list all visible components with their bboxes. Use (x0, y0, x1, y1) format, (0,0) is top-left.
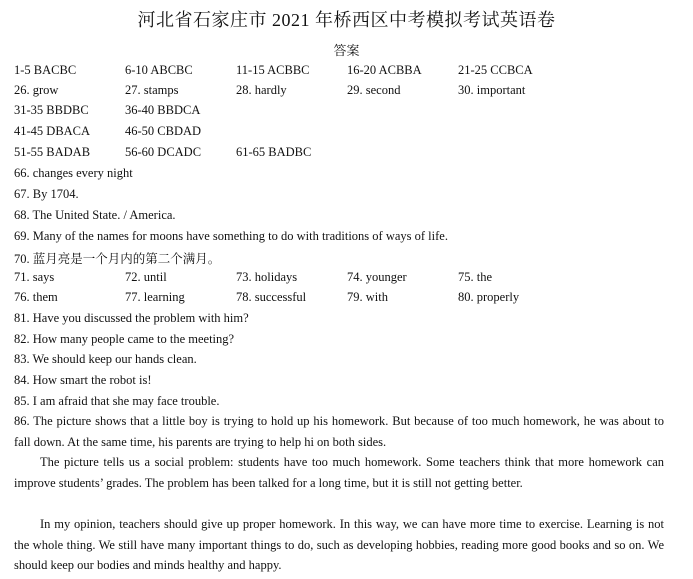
answer-cell: 28. hardly (236, 83, 287, 97)
answer-cell: 41-45 DBACA (14, 124, 91, 138)
answer-cell: 46-50 CBDAD (125, 124, 202, 138)
answer-cell: 27. stamps (125, 83, 179, 97)
answer-cell: 21-25 CCBCA (458, 63, 533, 77)
answer-cell: 29. second (347, 83, 401, 97)
answer-cell: 76. them (14, 290, 58, 304)
answer-cell: 73. holidays (236, 270, 298, 284)
answer-cell: 78. successful (236, 290, 307, 304)
answer-cell: 74. younger (347, 270, 407, 284)
answer-cell: 6-10 ABCBC (125, 63, 193, 77)
essay-paragraph-1: 86. The picture shows that a little boy is trying to hold up his homework. But because of too much homework, he was about to fall down. At the same time, his parents are trying to help hi on both sides. (14, 414, 664, 449)
answer-line: 66. changes every night (14, 166, 133, 180)
answer-line: 68. The United State. / America. (14, 208, 176, 222)
answer-cell: 77. learning (125, 290, 185, 304)
answer-cell: 51-55 BADAB (14, 145, 91, 159)
answer-cell: 71. says (14, 270, 55, 284)
essay-paragraph-2: The picture tells us a social problem: students have too much homework. Some teachers think that more homework can improve students’ grades. The problem has been talked for a long time, but it is still not getting better. (14, 455, 664, 490)
answer-line: 81. Have you discussed the problem with him? (14, 311, 249, 325)
answer-cell: 26. grow (14, 83, 59, 97)
answer-cell: 16-20 ACBBA (347, 63, 422, 77)
answer-cell: 79. with (347, 290, 388, 304)
answer-cell: 72. until (125, 270, 167, 284)
answer-cell: 1-5 BACBC (14, 63, 77, 77)
answer-line: 85. I am afraid that she may face trouble. (14, 394, 220, 408)
answer-line: 70. 蓝月亮是一个月内的第二个满月。 (14, 252, 221, 266)
answer-cell: 80. properly (458, 290, 520, 304)
answer-cell: 75. the (458, 270, 493, 284)
document-title: 河北省石家庄市 2021 年桥西区中考模拟考试英语卷 (137, 10, 556, 30)
answer-line: 84. How smart the robot is! (14, 373, 152, 387)
document-subtitle: 答案 (333, 43, 360, 58)
essay-paragraph-3: In my opinion, teachers should give up proper homework. In this way, we can have more time to exercise. Learning is not the whole thing. We still have many important things to do, such as developing hobbies, reading more good books and so on. We should keep our bodies and minds healthy and happy. (14, 517, 664, 572)
answer-cell: 31-35 BBDBC (14, 103, 89, 117)
answer-line: 69. Many of the names for moons have something to do with traditions of ways of life. (14, 229, 448, 243)
answer-cell: 36-40 BBDCA (125, 103, 201, 117)
answer-cell: 30. important (458, 83, 526, 97)
answer-line: 67. By 1704. (14, 187, 79, 201)
answer-cell: 11-15 ACBBC (236, 63, 310, 77)
answer-line: 82. How many people came to the meeting? (14, 332, 235, 346)
answer-cell: 56-60 DCADC (125, 145, 202, 159)
answer-line: 83. We should keep our hands clean. (14, 352, 197, 366)
answer-cell: 61-65 BADBC (236, 145, 312, 159)
